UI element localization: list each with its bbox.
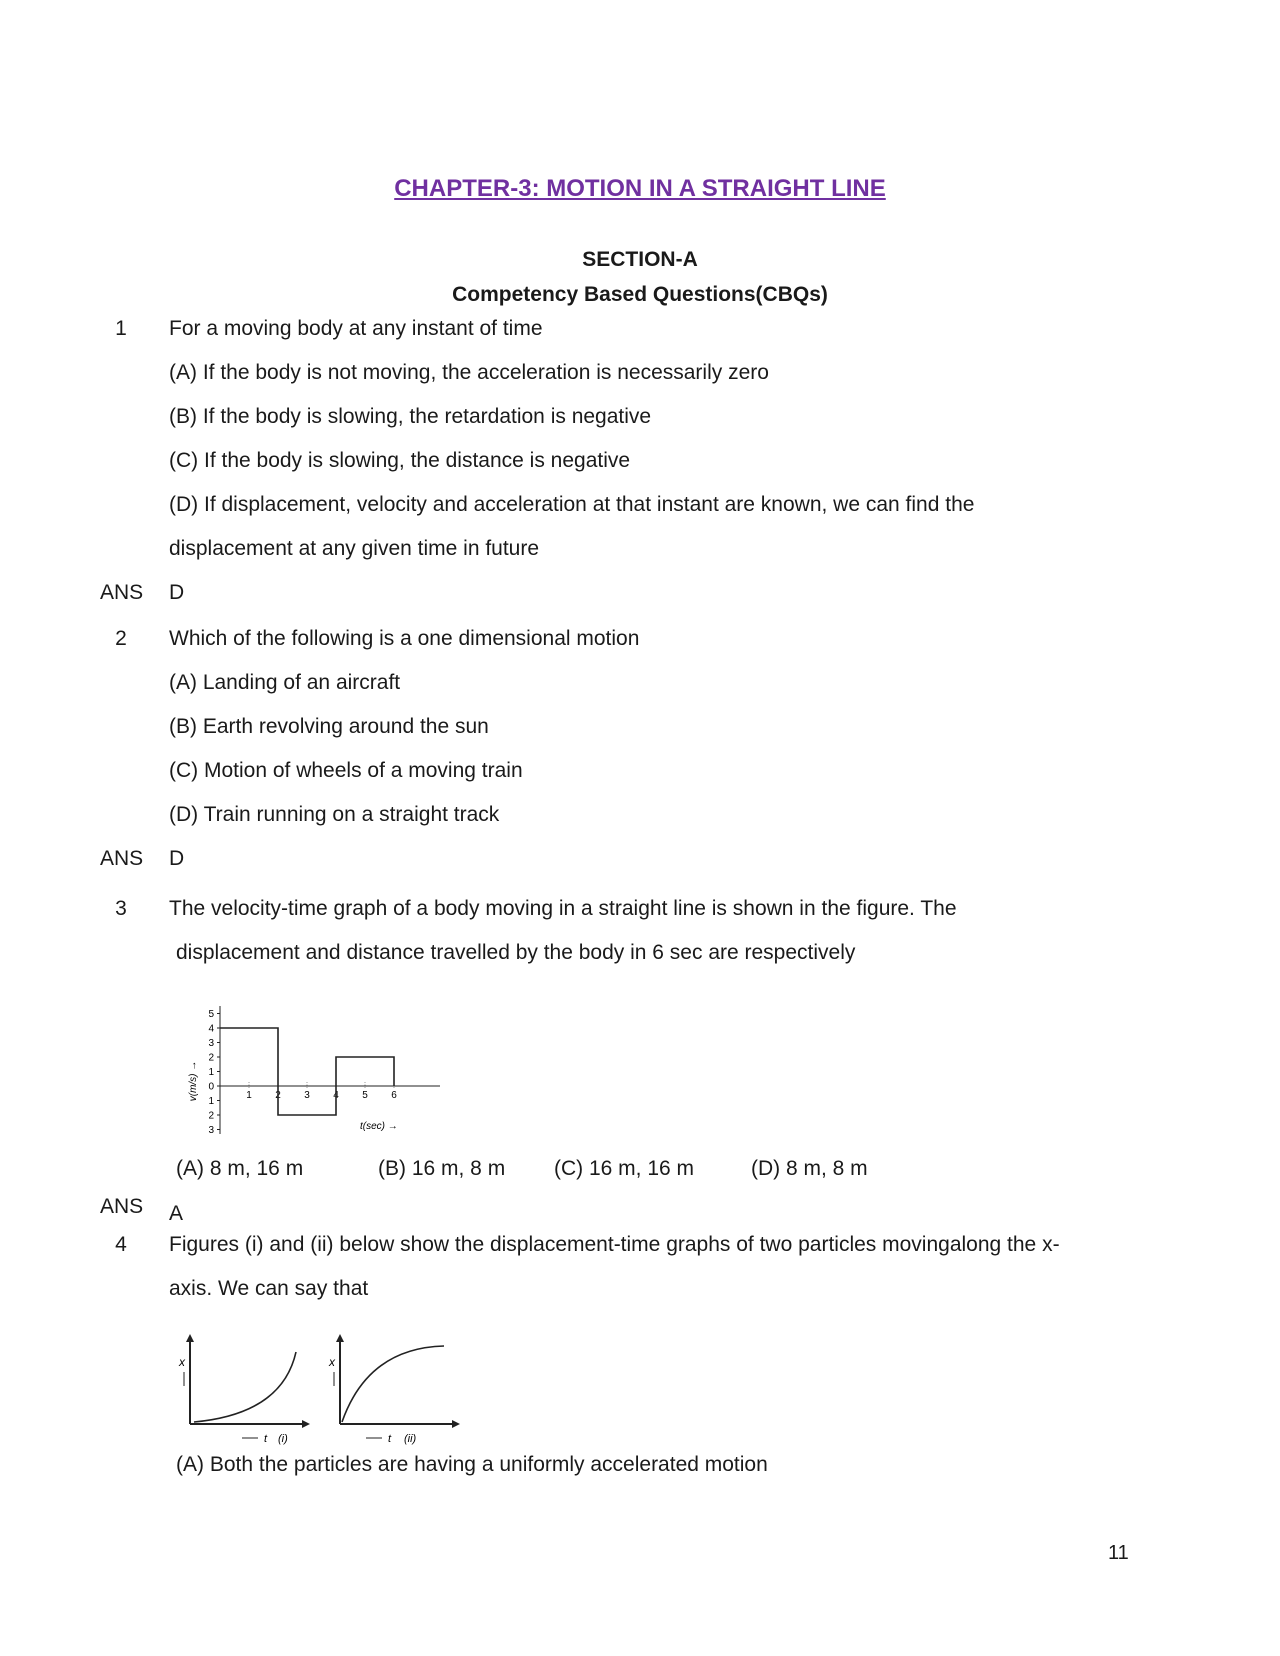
option: (C) Motion of wheels of a moving train [169, 759, 523, 782]
question-number: 4 [115, 1233, 127, 1256]
option: (C) If the body is slowing, the distance is negative [169, 449, 631, 472]
answer-options [176, 1157, 936, 1187]
graph-caption: (i) [278, 1433, 288, 1445]
y-axis-arrowhead [336, 1334, 344, 1342]
y-tick-label: 4 [208, 1023, 214, 1035]
displacement-time-graph-i [172, 1334, 312, 1446]
y-tick-label: 0 [208, 1081, 214, 1093]
section-title: SECTION-A [582, 248, 698, 271]
option-d: (D) 8 m, 8 m [751, 1157, 868, 1180]
question-stem: For a moving body at any instant of time [169, 317, 543, 340]
option-continuation: displacement at any given time in future [169, 537, 540, 560]
x-axis-label: t [264, 1433, 268, 1445]
y-tick-label: 3 [208, 1125, 214, 1136]
graph-caption: (ii) [404, 1433, 417, 1445]
y-axis-arrowhead [186, 1334, 194, 1342]
y-tick-label: 5 [208, 1009, 214, 1020]
option: (A) Both the particles are having a uniformly accelerated motion [176, 1453, 768, 1476]
displacement-time-graph-ii [322, 1334, 462, 1446]
option: (D) Train running on a straight track [169, 803, 500, 826]
displacement-curve [194, 1352, 296, 1422]
x-axis-label: t [388, 1433, 392, 1445]
answer-label: ANS [100, 581, 144, 604]
answer-label: ANS [100, 847, 144, 870]
question-number: 1 [115, 317, 127, 340]
answer-value: D [169, 847, 185, 870]
y-tick-label: 2 [208, 1110, 214, 1122]
y-axis-label: x [179, 1355, 185, 1369]
section-subtitle: Competency Based Questions(CBQs) [452, 283, 828, 306]
question-number: 2 [115, 627, 127, 650]
option: (B) If the body is slowing, the retardation is negative [169, 405, 652, 428]
question-stem: axis. We can say that [169, 1277, 369, 1300]
question-stem: The velocity-time graph of a body moving in a straight line is shown in the figure. The [169, 897, 957, 920]
answer-value: A [169, 1202, 184, 1225]
option: (A) Landing of an aircraft [169, 671, 401, 694]
y-tick-label: 1 [208, 1096, 214, 1107]
option-b: (B) 16 m, 8 m [378, 1157, 506, 1180]
chapter-title: CHAPTER-3: MOTION IN A STRAIGHT LINE [394, 175, 886, 202]
question-stem: Figures (i) and (ii) below show the displacement-time graphs of two particles movingalong the x- [169, 1233, 1060, 1256]
x-axis-label: t(sec) → [360, 1121, 398, 1132]
option: (A) If the body is not moving, the acceleration is necessarily zero [169, 361, 769, 384]
option: (B) Earth revolving around the sun [169, 715, 489, 738]
question-stem: displacement and distance travelled by the body in 6 sec are respectively [176, 941, 856, 964]
answer-value: D [169, 581, 185, 604]
x-axis-arrowhead [302, 1420, 310, 1428]
question-number: 3 [115, 897, 127, 920]
question-stem: Which of the following is a one dimensional motion [169, 627, 640, 650]
y-axis-label: v(m/s) → [188, 1060, 199, 1102]
x-tick-label: 2 [275, 1090, 281, 1101]
option-a: (A) 8 m, 16 m [176, 1157, 304, 1180]
y-tick-label: 1 [208, 1067, 214, 1078]
x-tick-label: 3 [304, 1090, 310, 1101]
x-tick-label: 5 [362, 1090, 368, 1101]
velocity-series-line [220, 1028, 394, 1115]
option-c: (C) 16 m, 16 m [554, 1157, 695, 1180]
page-number: 11 [1108, 1542, 1129, 1564]
y-axis-label: x [329, 1355, 335, 1369]
x-tick-label: 4 [333, 1090, 339, 1101]
x-tick-label: 6 [391, 1090, 397, 1101]
option: (D) If displacement, velocity and acceleration at that instant are known, we can find the [169, 493, 975, 516]
displacement-curve [342, 1346, 444, 1422]
y-tick-label: 2 [208, 1052, 214, 1064]
x-axis-arrowhead [452, 1420, 460, 1428]
answer-label: ANS [100, 1195, 144, 1218]
velocity-time-graph [182, 996, 452, 1136]
x-tick-label: 1 [246, 1090, 252, 1101]
y-tick-label: 3 [208, 1038, 214, 1049]
